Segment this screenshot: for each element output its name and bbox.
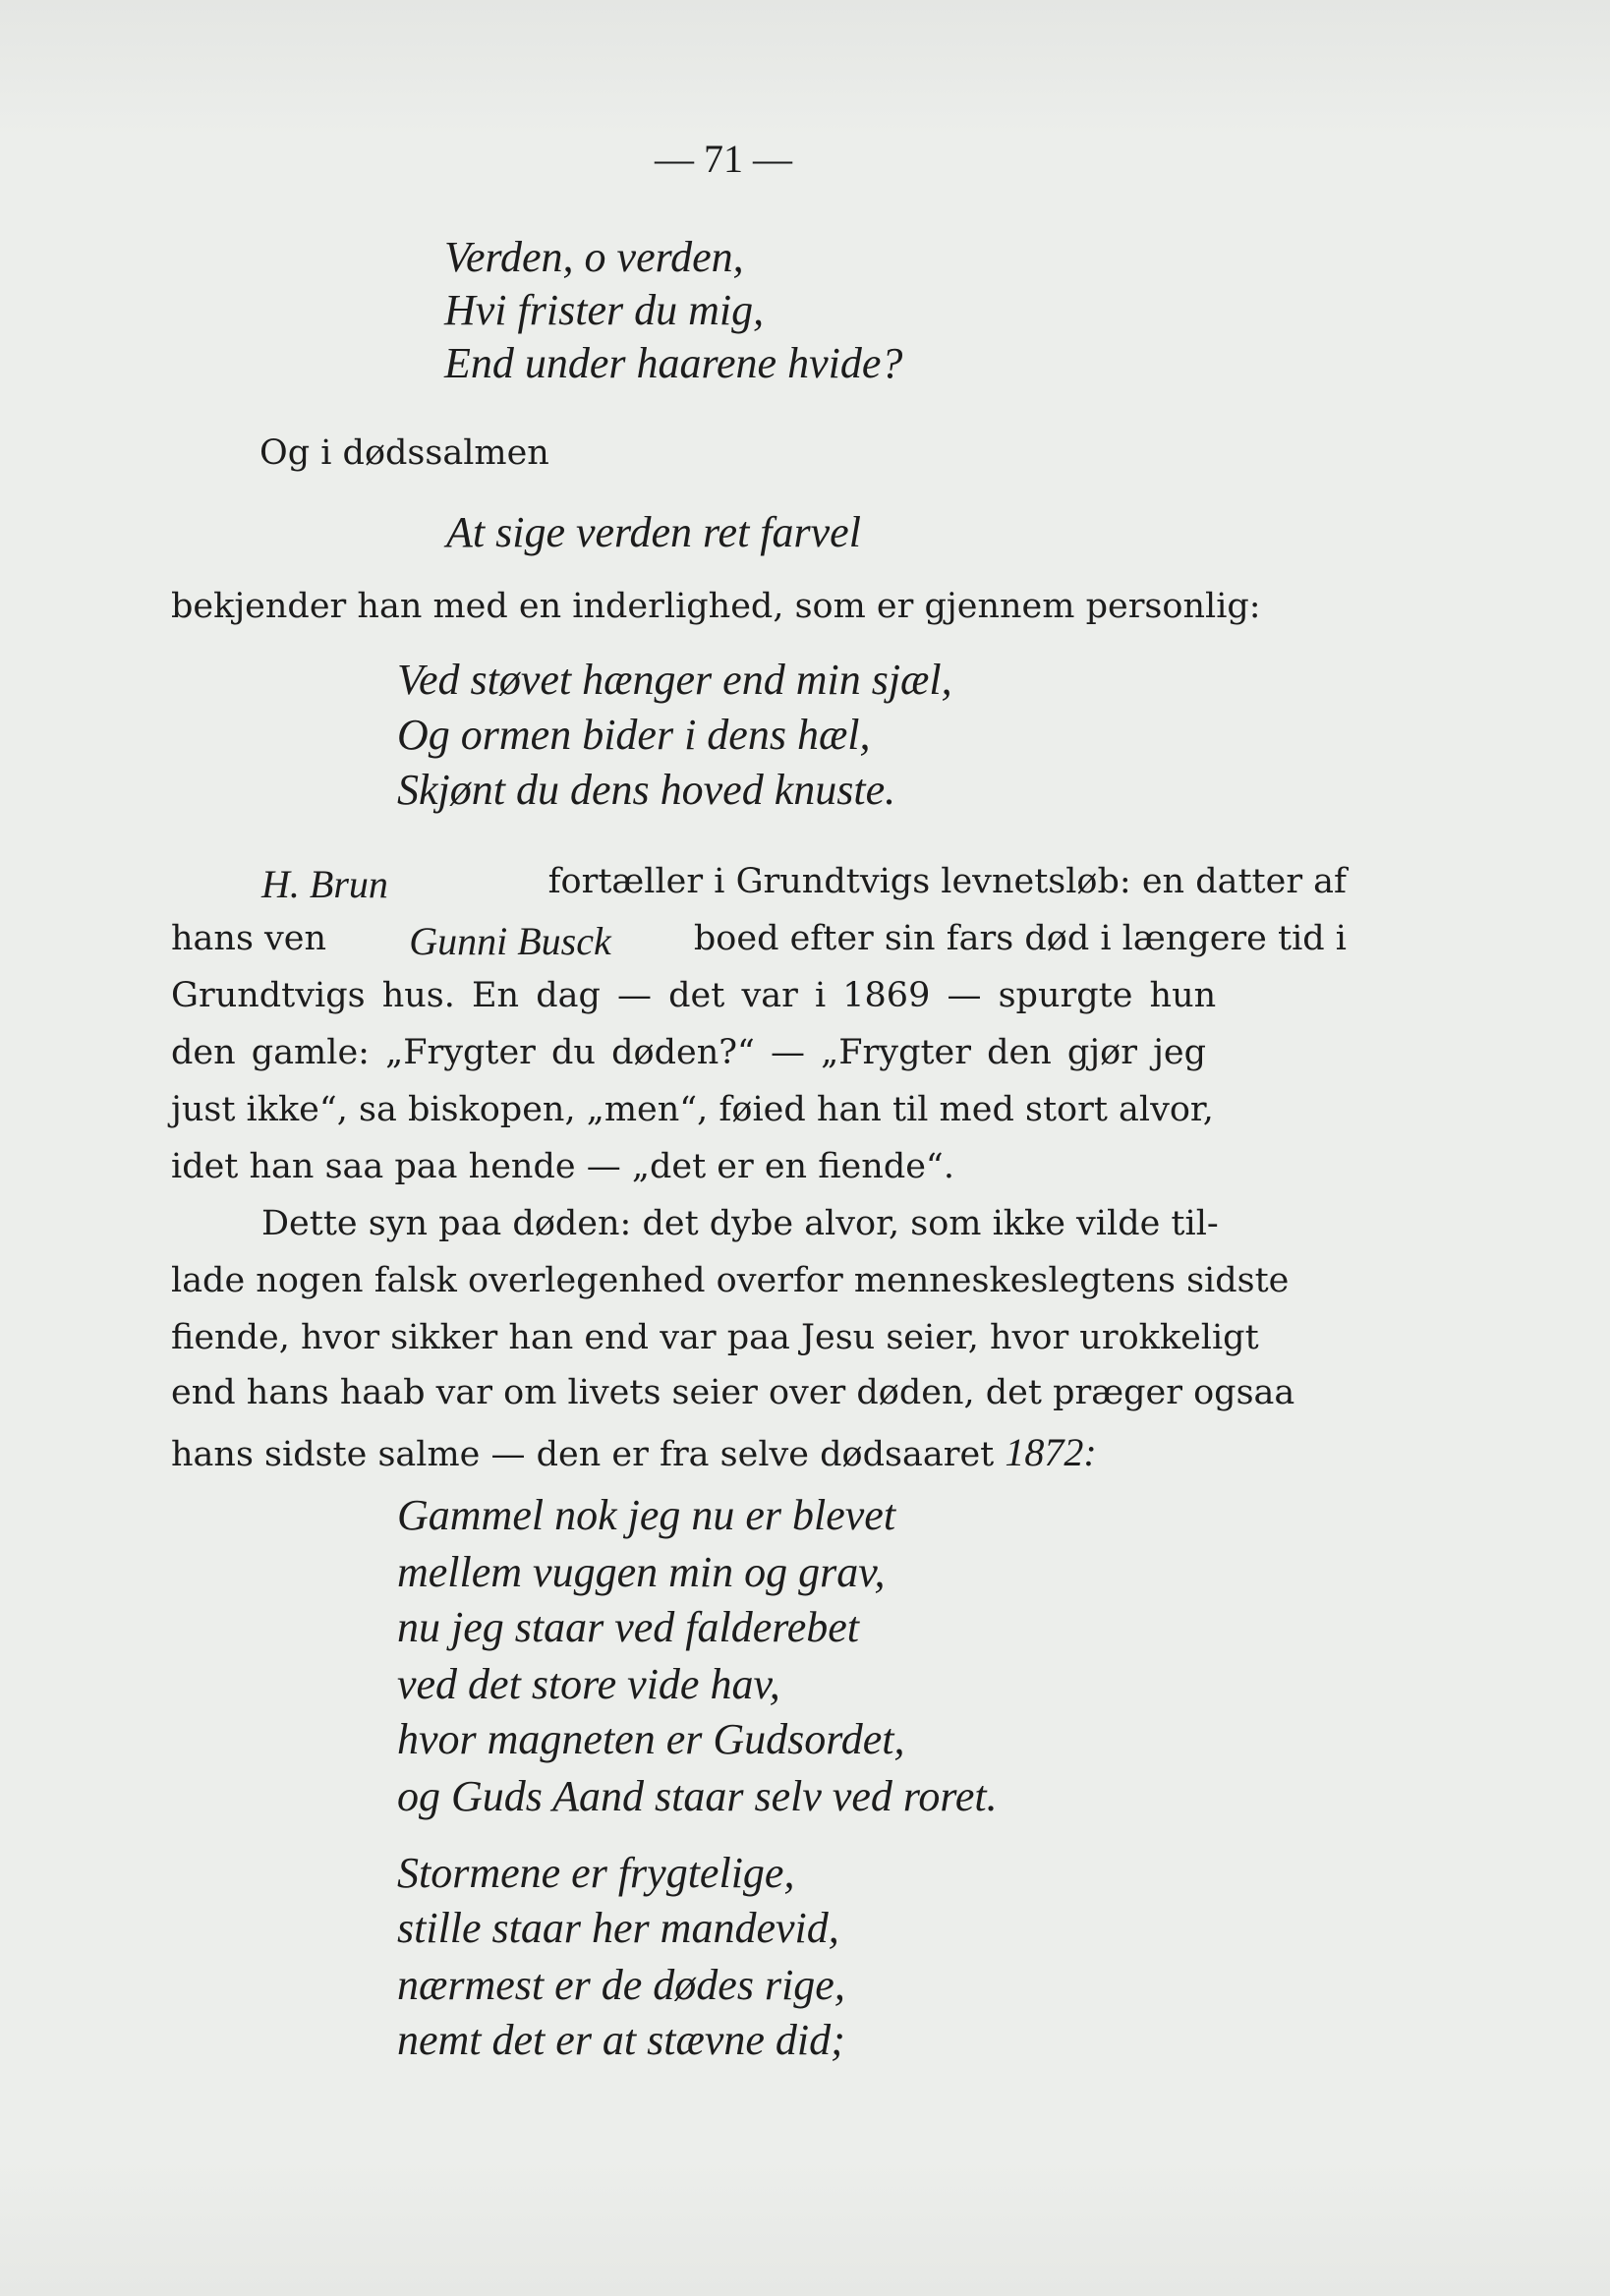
- stanza4-line-3: nærmest er de dødes rige,: [397, 1961, 845, 2009]
- para1-line-6: idet han saa paa hende — „det er en fiende“.: [171, 1147, 954, 1186]
- stanza2-line-3: Skjønt du dens hoved knuste.: [397, 766, 896, 814]
- intro-line: Og i dødssalmen: [259, 433, 549, 473]
- para2-line-2: lade nogen falsk overlegenhed overfor menneskeslegtens sidste: [171, 1261, 1290, 1300]
- para1-line-1: [261, 862, 1347, 906]
- para2-line-3: fiende, hvor sikker han end var paa Jesu seier, hvor urokkeligt: [171, 1318, 1259, 1357]
- stanza3-line-4: ved det store vide hav,: [397, 1660, 780, 1708]
- author-name-brun: H. Brun: [261, 862, 388, 906]
- stanza4-line-2: stille staar her mandevid,: [397, 1904, 839, 1952]
- para2-line-5: [171, 1430, 1097, 1474]
- para2-line-4: end hans haab var om livets seier over døden, det præger ogsaa: [171, 1373, 1295, 1412]
- para1-line-4: den gamle: „Frygter du døden?“ — „Frygter den gjør jeg: [171, 1033, 1207, 1072]
- stanza4-line-1: Stormene er frygtelige,: [397, 1849, 795, 1897]
- stanza3-line-2: mellem vuggen min og grav,: [397, 1548, 886, 1596]
- stanza3-line-1: Gammel nok jeg nu er blevet: [397, 1491, 896, 1539]
- para1-line-3: Grundtvigs hus. En dag — det var i 1869 — spurgte hun: [171, 976, 1217, 1015]
- confess-line: bekjender han med en inderlighed, som er gjennem personlig:: [171, 587, 1261, 626]
- para1-line-2-rest: boed efter sin fars død i længere tid i: [693, 919, 1347, 958]
- stanza2-line-2: Og ormen bider i dens hæl,: [397, 711, 871, 759]
- person-name-busck: Gunni Busck: [409, 919, 611, 963]
- stanza2-line-1: Ved støvet hænger end min sjæl,: [397, 656, 952, 704]
- death-year: 1872:: [1005, 1430, 1097, 1474]
- stanza3-line-3: nu jeg staar ved falderebet: [397, 1603, 860, 1651]
- para1-line-5: just ikke“, sa biskopen, „men“, føied han til med stort alvor,: [171, 1090, 1214, 1129]
- page-number: — 71 —: [655, 137, 792, 181]
- stanza3-line-6: og Guds Aand staar selv ved roret.: [397, 1772, 998, 1820]
- para1-line-2-pre: hans ven: [171, 919, 327, 958]
- para2-line-1: Dette syn paa døden: det dybe alvor, som ikke vilde til-: [261, 1204, 1219, 1243]
- quote-line: At sige verden ret farvel: [446, 508, 861, 556]
- stanza1-line-2: Hvi frister du mig,: [444, 286, 765, 334]
- stanza3-line-5: hvor magneten er Gudsordet,: [397, 1715, 905, 1763]
- stanza1-line-3: End under haarene hvide?: [444, 339, 903, 387]
- para1-line-2: [171, 919, 1347, 963]
- para1-line-1-text: fortæller i Grundtvigs levnetsløb: en datter af: [547, 862, 1347, 901]
- para2-line-5-text: hans sidste salme — den er fra selve dødsaaret: [171, 1435, 995, 1474]
- stanza4-line-4: nemt det er at stævne did;: [397, 2016, 845, 2064]
- stanza1-line-1: Verden, o verden,: [444, 233, 744, 281]
